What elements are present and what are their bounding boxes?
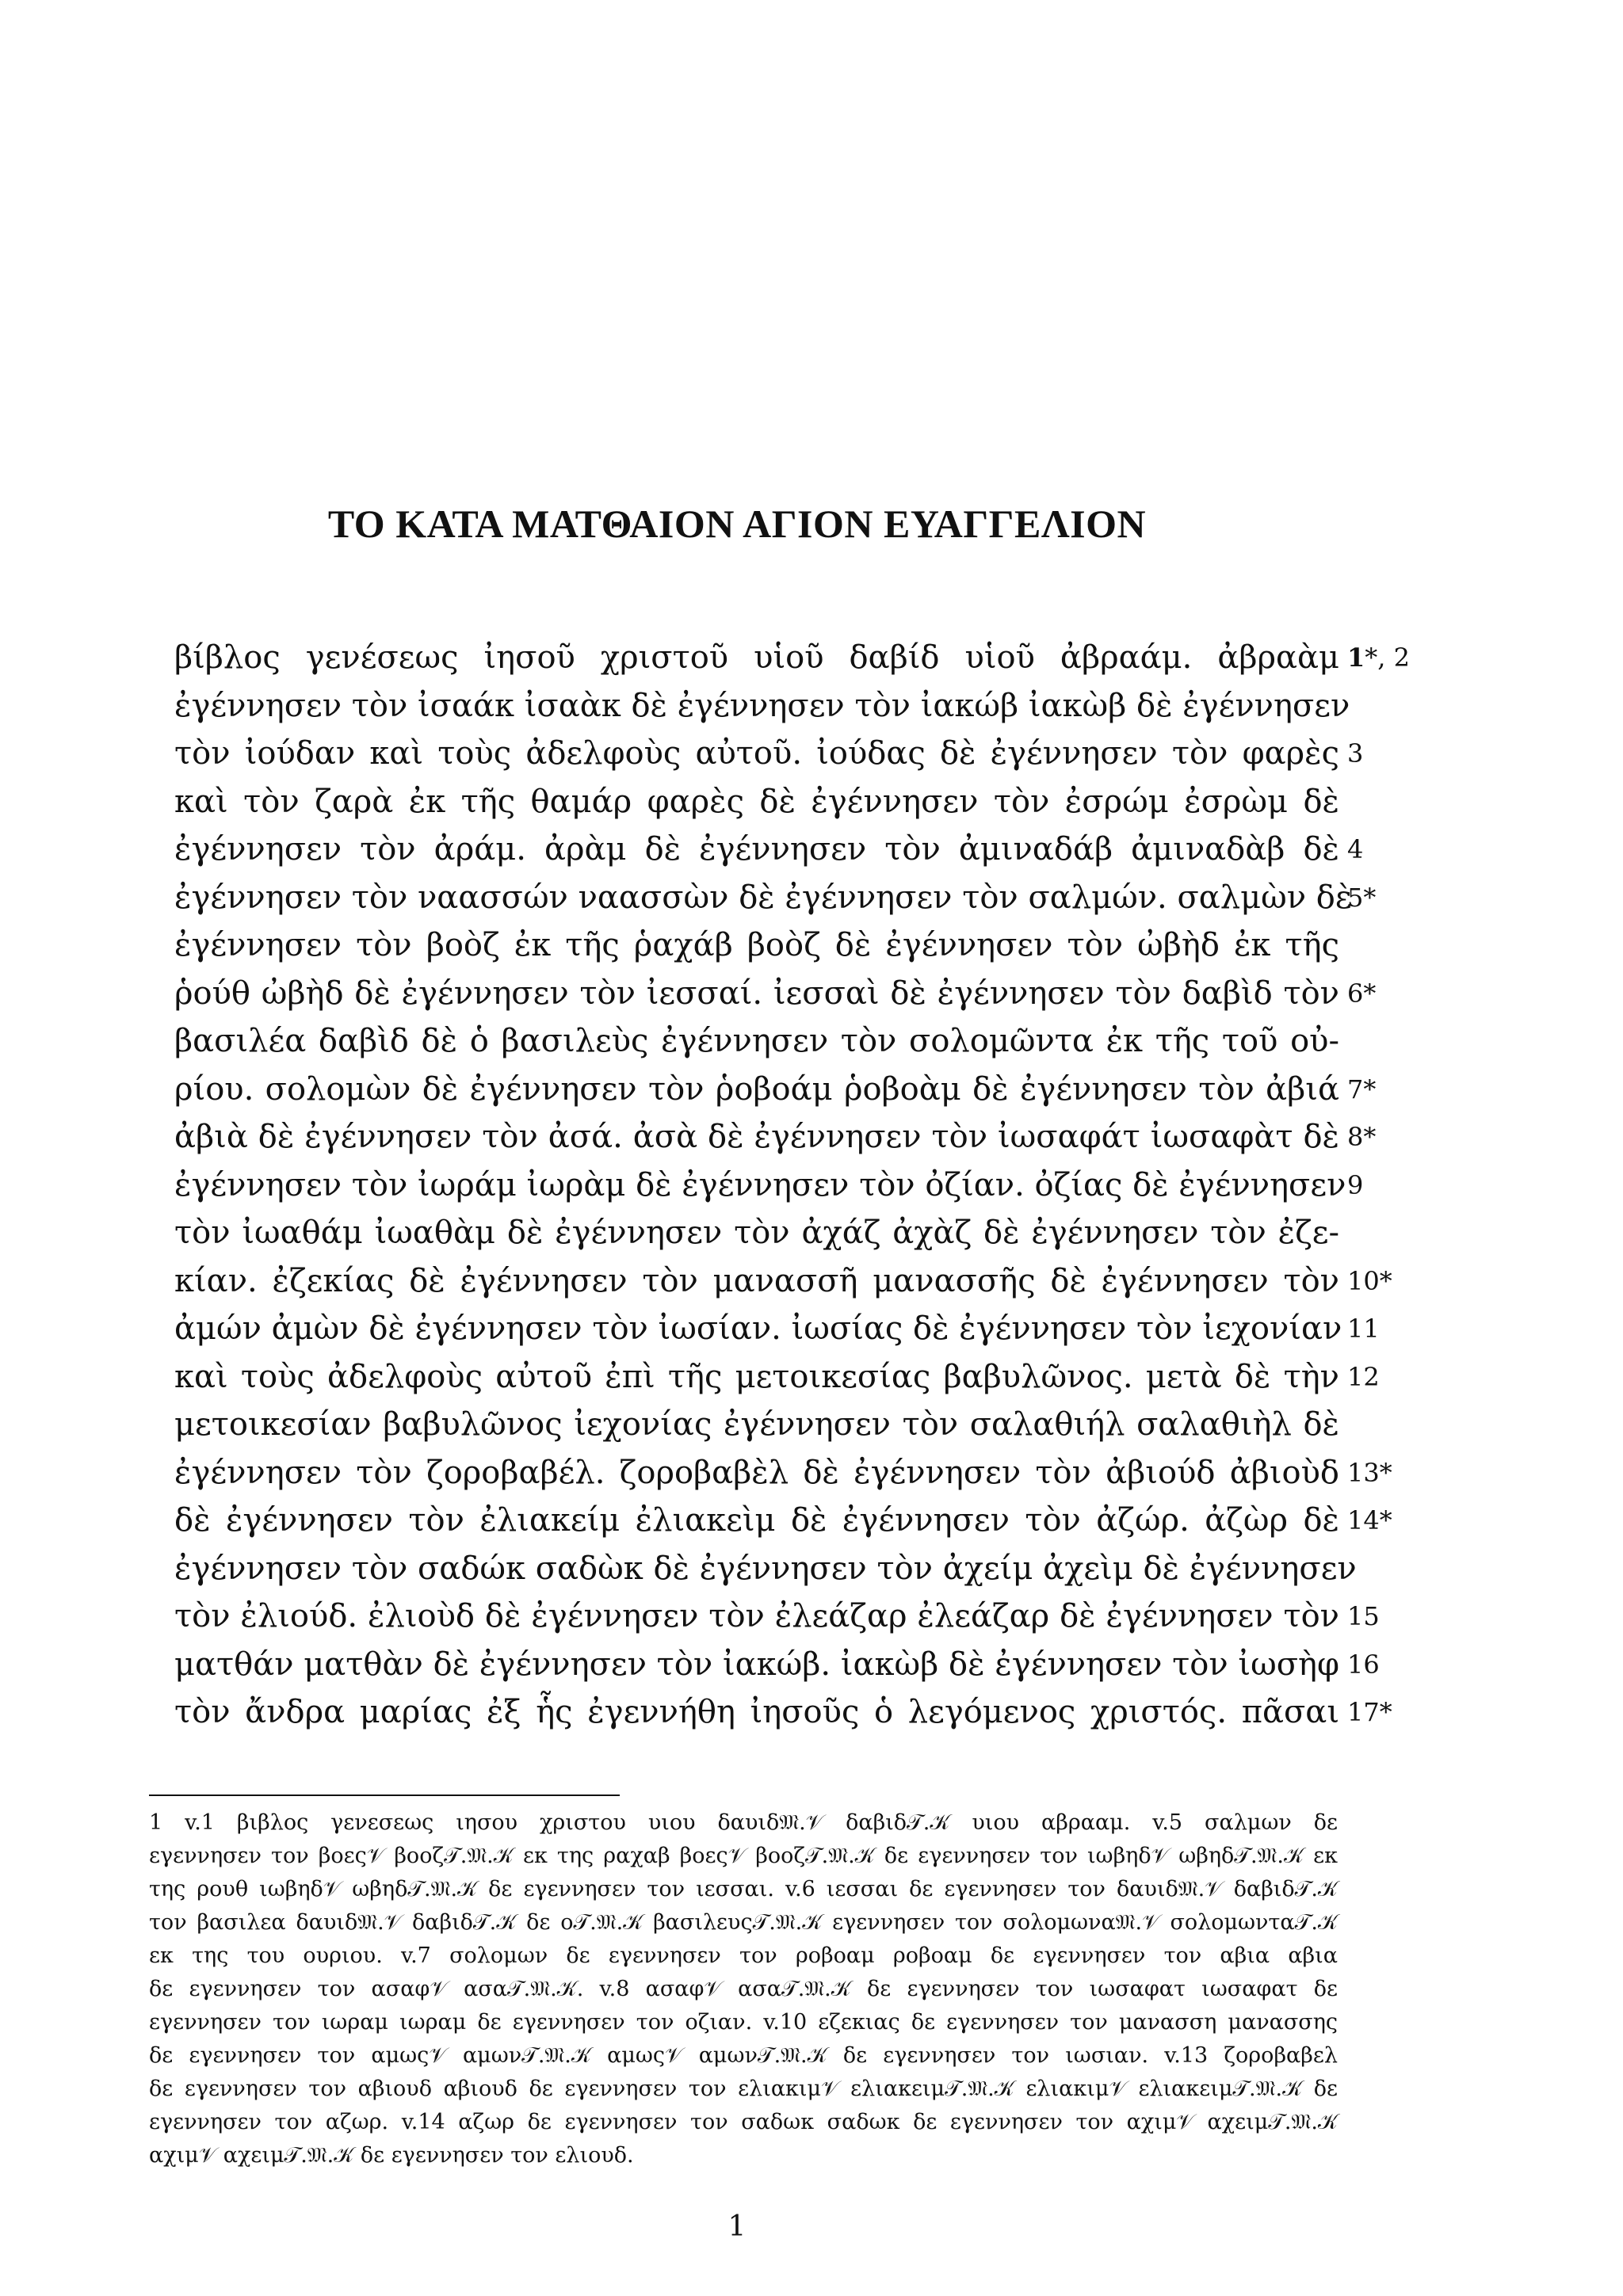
footnote-line: δε εγεννησεν τον ασαφ𝒱 ασα𝒯.𝔐.𝒦. v.8 ασαφ𝒱 ασα𝒯.𝔐.𝒦 δε εγεννησεν τον ιωσαφατ ιωσαφατ δε — [149, 1977, 1338, 2001]
verse-number — [1347, 1305, 1380, 1352]
footnote-line: εγεννησεν τον βοες𝒱 βοοζ𝒯.𝔐.𝒦 εκ της ραχαβ βοες𝒱 βοοζ𝒯.𝔐.𝒦 δε εγεννησεν τον ιωβηδ𝒱 ωβηδ𝒯.𝔐.𝒦 εκ — [149, 1844, 1338, 1868]
footnote-line: δε εγεννησεν τον αβιουδ αβιουδ δε εγεννησεν τον ελιακιμ𝒱 ελιακειμ𝒯.𝔐.𝒦 ελιακιμ𝒱 ελιακειμ𝒯.𝔐.𝒦 δε — [149, 2077, 1338, 2101]
footnote-line: 1 v.1 βιβλος γενεσεως ιησου χριστου υιου δαυιδ𝔐.𝒱 δαβιδ𝒯.𝒦 υιου αβρααμ. v.5 σαλμων δε — [149, 1810, 1338, 1835]
text-line: ἐγέννησεν τὸν βοὸζ ἐκ τῆς ῥαχάβ βοὸζ δὲ ἐγέννησεν τὸν ὠβὴδ ἐκ τῆς — [174, 927, 1339, 963]
verse-number — [1347, 1066, 1376, 1113]
text-line: τὸν ἰούδαν καὶ τοὺς ἀδελφοὺς αὐτοῦ. ἰούδας δὲ ἐγέννησεν τὸν φαρὲς — [174, 735, 1339, 772]
text-line: τὸν ἄνδρα μαρίας ἐξ ἧς ἐγεννήθη ἰησοῦς ὁ λεγόμενος χριστός. πᾶσαι — [174, 1694, 1339, 1730]
footnote-line: δε εγεννησεν τον αμως𝒱 αμων𝒯.𝔐.𝒦 αμως𝒱 αμων𝒯.𝔐.𝒦 δε εγεννησεν τον ιωσιαν. v.13 ζοροβαβελ — [149, 2043, 1338, 2068]
verse-number-text: 10* — [1347, 1265, 1392, 1296]
text-line: μετοικεσίαν βαβυλῶνος ἰεχονίας ἐγέννησεν τὸν σαλαθιήλ σαλαθιὴλ δὲ — [174, 1406, 1339, 1443]
text-line: βίβλος γενέσεως ἰησοῦ χριστοῦ υἱοῦ δαβίδ υἱοῦ ἀβραάμ. ἀβραὰμ — [174, 639, 1339, 676]
verse-number — [1347, 634, 1410, 681]
text-line: τὸν ἰωαθάμ ἰωαθὰμ δὲ ἐγέννησεν τὸν ἀχάζ ἀχὰζ δὲ ἐγέννησεν τὸν ἐζε- — [174, 1215, 1339, 1251]
verse-number-text: 15 — [1347, 1601, 1380, 1631]
footnote-rule — [149, 1794, 620, 1796]
verse-number — [1347, 1161, 1363, 1209]
verse-number — [1347, 970, 1376, 1017]
footnote-line: της ρουθ ιωβηδ𝒱 ωβηδ𝒯.𝔐.𝒦 δε εγεννησεν τον ιεσσαι. v.6 ιεσσαι δε εγεννησεν τον δαυιδ𝔐.𝒱 δαβιδ𝒯.𝒦 — [149, 1877, 1338, 1901]
text-line: ἐγέννησεν τὸν ἰσαάκ ἰσαὰκ δὲ ἐγέννησεν τὸν ἰακώβ ἰακὼβ δὲ ἐγέννησεν — [174, 687, 1350, 724]
verse-number — [1347, 1497, 1392, 1544]
text-line: ἐγέννησεν τὸν ἀράμ. ἀρὰμ δὲ ἐγέννησεν τὸν ἀμιναδάβ ἀμιναδὰβ δὲ — [174, 831, 1339, 868]
verse-number-text: 5* — [1347, 882, 1377, 913]
footnote-line: τον βασιλεα δαυιδ𝔐.𝒱 δαβιδ𝒯.𝒦 δε ο𝒯.𝔐.𝒦 βασιλευς𝒯.𝔐.𝒦 εγεννησεν τον σολομωνα𝔐.𝒱 σολομωντα𝒯.𝒦 — [149, 1910, 1338, 1935]
verse-number-text: 16 — [1347, 1649, 1380, 1680]
verse-number — [1347, 1113, 1376, 1161]
verse-number-text: 8* — [1347, 1122, 1377, 1152]
verse-number-text: 7* — [1347, 1074, 1377, 1104]
verse-number-text: 9 — [1347, 1169, 1364, 1200]
verse-number — [1347, 1257, 1392, 1305]
verse-number — [1347, 1592, 1380, 1640]
verse-number — [1347, 1641, 1380, 1688]
text-line: κίαν. ἐζεκίας δὲ ἐγέννησεν τὸν μανασσῆ μανασσῆς δὲ ἐγέννησεν τὸν — [174, 1262, 1339, 1299]
text-line: καὶ τὸν ζαρὰ ἐκ τῆς θαμάρ φαρὲς δὲ ἐγέννησεν τὸν ἐσρώμ ἐσρὼμ δὲ — [174, 783, 1339, 820]
footnote-line: εγεννησεν τον αζωρ. v.14 αζωρ δε εγεννησεν τον σαδωκ σαδωκ δε εγεννησεν τον αχιμ𝒱 αχειμ𝒯.𝔐.𝒦 — [149, 2110, 1338, 2134]
verse-number-bold: 1 — [1347, 643, 1365, 673]
footnote-line: εγεννησεν τον ιωραμ ιωραμ δε εγεννησεν τον οζιαν. v.10 εζεκιας δε εγεννησεν τον μανασση μανασσης — [149, 2010, 1338, 2035]
text-line: ῥούθ ὠβὴδ δὲ ἐγέννησεν τὸν ἰεσσαί. ἰεσσαὶ δὲ ἐγέννησεν τὸν δαβὶδ τὸν — [174, 974, 1339, 1012]
verse-number-text: 14* — [1347, 1505, 1392, 1535]
footnote-line: αχιμ𝒱 αχειμ𝒯.𝔐.𝒦 δε εγεννησεν τον ελιουδ. — [149, 2143, 634, 2168]
text-line: ἐγέννησεν τὸν σαδώκ σαδὼκ δὲ ἐγέννησεν τὸν ἀχείμ ἀχεὶμ δὲ ἐγέννησεν — [174, 1550, 1357, 1587]
verse-number — [1347, 730, 1363, 777]
text-line: δὲ ἐγέννησεν τὸν ἐλιακείμ ἐλιακεὶμ δὲ ἐγέννησεν τὸν ἀζώρ. ἀζὼρ δὲ — [174, 1502, 1339, 1539]
text-line: ἐγέννησεν τὸν ναασσών ναασσὼν δὲ ἐγέννησεν τὸν σαλμών. σαλμὼν δὲ — [174, 879, 1353, 916]
verse-number-text: 17* — [1347, 1697, 1392, 1727]
verse-number — [1347, 1688, 1392, 1736]
footnote-line: εκ της του ουριου. v.7 σολομων δε εγεννησεν τον ροβοαμ ροβοαμ δε εγεννησεν τον αβια αβια — [149, 1943, 1338, 1968]
verse-number-text: 6* — [1347, 978, 1377, 1009]
verse-number — [1347, 1353, 1380, 1401]
page-number: 1 — [727, 2210, 747, 2243]
verse-number-text: 3 — [1347, 738, 1364, 769]
verse-number-text: 4 — [1347, 834, 1364, 864]
text-line: καὶ τοὺς ἀδελφοὺς αὐτοῦ ἐπὶ τῆς μετοικεσίας βαβυλῶνος. μετὰ δὲ τὴν — [174, 1358, 1339, 1395]
text-line: τὸν ἐλιούδ. ἐλιοὺδ δὲ ἐγέννησεν τὸν ἐλεάζαρ ἐλεάζαρ δὲ ἐγέννησεν τὸν — [174, 1598, 1339, 1634]
verse-number-text: 12 — [1347, 1361, 1380, 1392]
text-line: βασιλέα δαβὶδ δὲ ὁ βασιλεὺς ἐγέννησεν τὸν σολομῶντα ἐκ τῆς τοῦ οὐ- — [174, 1023, 1339, 1059]
verse-number — [1347, 826, 1363, 873]
verse-number — [1347, 874, 1376, 921]
text-line: ἐγέννησεν τὸν ζοροβαβέλ. ζοροβαβὲλ δὲ ἐγέννησεν τὸν ἀβιούδ ἀβιοὺδ — [174, 1454, 1339, 1491]
verse-number-text: 13* — [1347, 1457, 1392, 1488]
verse-number-text: *, 2 — [1365, 643, 1410, 673]
text-line: ἀβιὰ δὲ ἐγέννησεν τὸν ἀσά. ἀσὰ δὲ ἐγέννησεν τὸν ἰωσαφάτ ἰωσαφὰτ δὲ — [174, 1119, 1339, 1155]
text-line: ματθάν ματθὰν δὲ ἐγέννησεν τὸν ἰακώβ. ἰακὼβ δὲ ἐγέννησεν τὸν ἰωσὴφ — [174, 1646, 1339, 1683]
text-line: ἀμών ἀμὼν δὲ ἐγέννησεν τὸν ἰωσίαν. ἰωσίας δὲ ἐγέννησεν τὸν ἰεχονίαν — [174, 1310, 1342, 1347]
page-title: ΤΟ ΚΑΤΑ ΜΑΤΘΑΙΟΝ ΑΓΙΟΝ ΕΥΑΓΓΕΛΙΟΝ — [327, 502, 1147, 546]
text-line: ἐγέννησεν τὸν ἰωράμ ἰωρὰμ δὲ ἐγέννησεν τὸν ὀζίαν. ὀζίας δὲ ἐγέννησεν — [174, 1166, 1346, 1203]
text-line: ρίου. σολομὼν δὲ ἐγέννησεν τὸν ῥοβοάμ ῥοβοὰμ δὲ ἐγέννησεν τὸν ἀβιά — [174, 1070, 1339, 1108]
verse-number — [1347, 1449, 1392, 1497]
verse-number-text: 11 — [1347, 1314, 1380, 1344]
